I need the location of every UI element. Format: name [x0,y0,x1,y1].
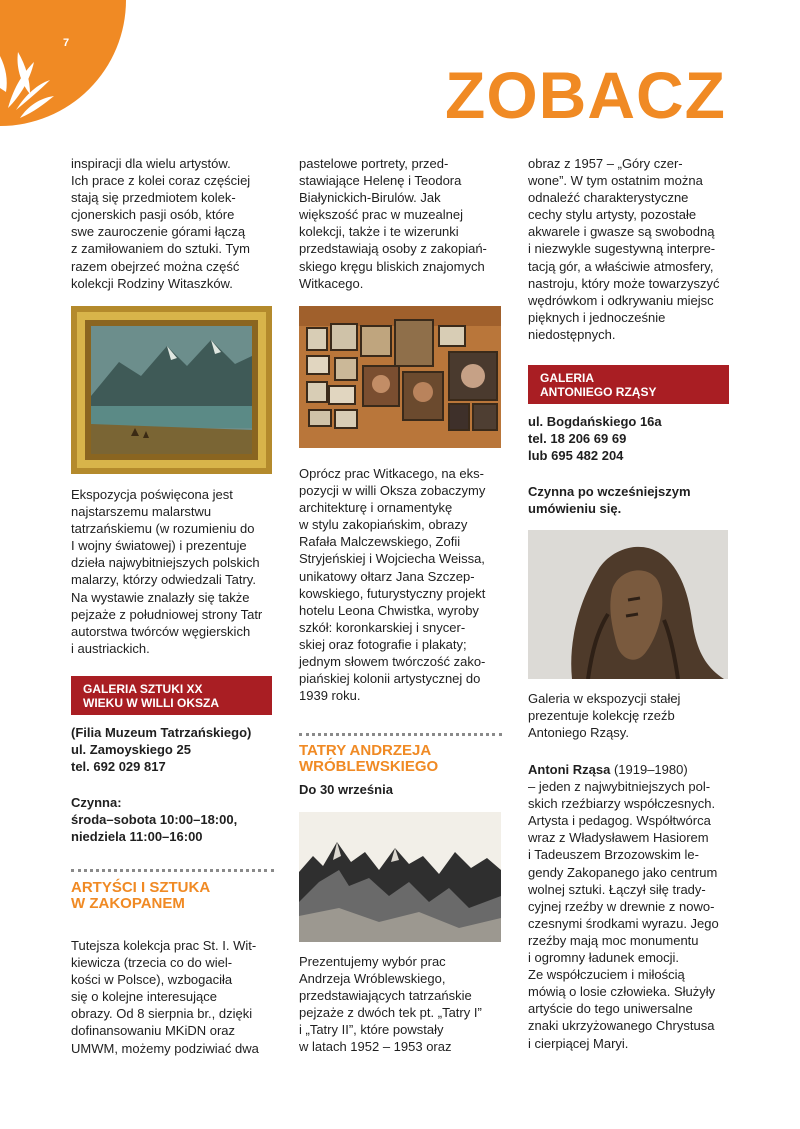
wroblewski-date: Do 30 września [299,782,393,797]
gallery-title-box-rzasa: GALERIA ANTONIEGO RZĄSY [528,365,729,404]
corner-leaf-logo [0,0,126,126]
divider-dots [299,733,502,736]
col2-text: Oprócz prac Witkacego, na eks- pozycji w willi Oksza zobaczymy architekturę i ornamentykę w stylu zakopiańskim, obrazy Rafała Malczewskiego, Zofii Stryjeńskiej i Wojciecha Weissa, unikatowy ołtarz Jana Szczep- kowskiego, futurystyczny projekt hotelu Leona Chwistka, wyroby szkół: koronkarskiej i snycer- skiej oraz fotografie i plakaty; jednym słowem twórczość zako- piańskiej kolonii artystycznej do 1939 roku. [299,466,486,704]
rzasa-bio: Antoni Rząsa (1919–1980) – jeden z najwybitniejszych pol- skich rzeźbiarzy współczesnych. Artysta i pedagog. Współtwórca wraz z Władysławem Hasiorem i Tadeuszem Brzozowskim le- gendy Zakopanego jako centrum wolnej sztuki. Łączył siłę trady- cyjnej rzeźby w drewnie z nowo- czesnymi środkami wyrazu. Jego rzeźby mają moc monumentu i ogromny ładunek emocji. Ze współczuciem i miłością mówią o losie człowieka. Służyły artyście do tego uniwersalne znaki ukrzyżowanego Chrystusa i cierpiącej Maryi. [528,761,743,1052]
oksza-address: (Filia Muzeum Tatrzańskiego) ul. Zamoyskiego 25 tel. 692 029 817 [71,725,252,775]
bio-heading: Antoni Rząsa (1919–1980) [528,762,688,777]
col3-intro: obraz z 1957 – „Góry czer- wone”. W tym ostatnim można odnaleźć charakterystyczne cechy stylu artysty, pozostałe akwarele i gwasze są swobodną i niezwykle sugestywną interpre- tacją gór, a właściwie atmosfery, nastroju, który może towarzyszyć wędrówkom i odkrywaniu miejsc pięknych i jednocześnie niedostępnych. [528,156,720,342]
col2-text2: Prezentujemy wybór prac Andrzeja Wróblewskiego, przedstawiających tatrzańskie pejzaże z dwóch tek pt. „Tatry I” i „Tatry II”, które powstały w latach 1952 – 1953 oraz [299,954,482,1055]
column-1 [71,155,276,292]
gallery-wall-portraits [299,306,501,448]
rzasa-hours: Czynna po wcześniejszym umówieniu się. [528,484,691,517]
rzasa-caption: Galeria w ekspozycji stałej prezentuje kolekcję rzeźb Antoniego Rząsy. [528,691,681,741]
column-3 [528,155,733,343]
page-heading: ZOBACZ [445,58,726,132]
wooden-sculpture-photo [528,530,728,679]
col1-intro: inspiracji dla wielu artystów. Ich prace z kolei coraz częściej stają się przedmiotem kolek- cjonerskich pasji osób, które swe zauroczenie górami łączą z zamiłowaniem do sztuki. Tym razem obejrzeć można część kolekcji Rodziny Witaszków. [71,156,251,291]
column-2 [299,155,504,292]
artysci-text: Tutejsza kolekcja prac St. I. Wit- kiewicza (trzecia co do wiel- kości w Polsce), wzbogaciła się o kolejne interesujące obrazy. Od 8 sierpnia br., dzięki dofinansowaniu MKiDN oraz UMWM, możemy podziwiać dwa [71,938,259,1056]
ink-mountain-sketch [299,812,501,942]
gallery-title-box-oksza: GALERIA SZTUKI XX WIEKU W WILLI OKSZA [71,676,272,715]
section-title-wroblewski: TATRY ANDRZEJA WRÓBLEWSKIEGO [299,742,439,775]
section-title-artysci: ARTYŚCI I SZTUKA W ZAKOPANEM [71,879,211,912]
rzasa-address: ul. Bogdańskiego 16a tel. 18 206 69 69 lub 695 482 204 [528,414,662,464]
divider-dots [71,869,274,872]
col1-caption: Ekspozycja poświęcona jest najstarszemu malarstwu tatrzańskiemu (w rozumieniu do I wojny światowej) i prezentuje dzieła najwybitniejszych polskich malarzy, którzy odwiedzali Tatry. Na wystawie znalazły się także pejzaże z południowej strony Tatr autorstwa twórców węgierskich i austriackich. [71,487,263,656]
framed-mountain-painting [71,306,272,474]
page-number: 7 [63,37,70,49]
col1-lower [71,486,276,657]
col2-intro: pastelowe portrety, przed- stawiające Helenę i Teodora Białynickich-Birulów. Jak większość prac w muzealnej kolekcji, także i te wizerunki przedstawiają osoby z zakopiań- skiego kręgu bliskich znajomych Witkacego. [299,156,487,291]
oksza-hours: Czynna: środa–sobota 10:00–18:00, niedziela 11:00–16:00 [71,795,238,845]
